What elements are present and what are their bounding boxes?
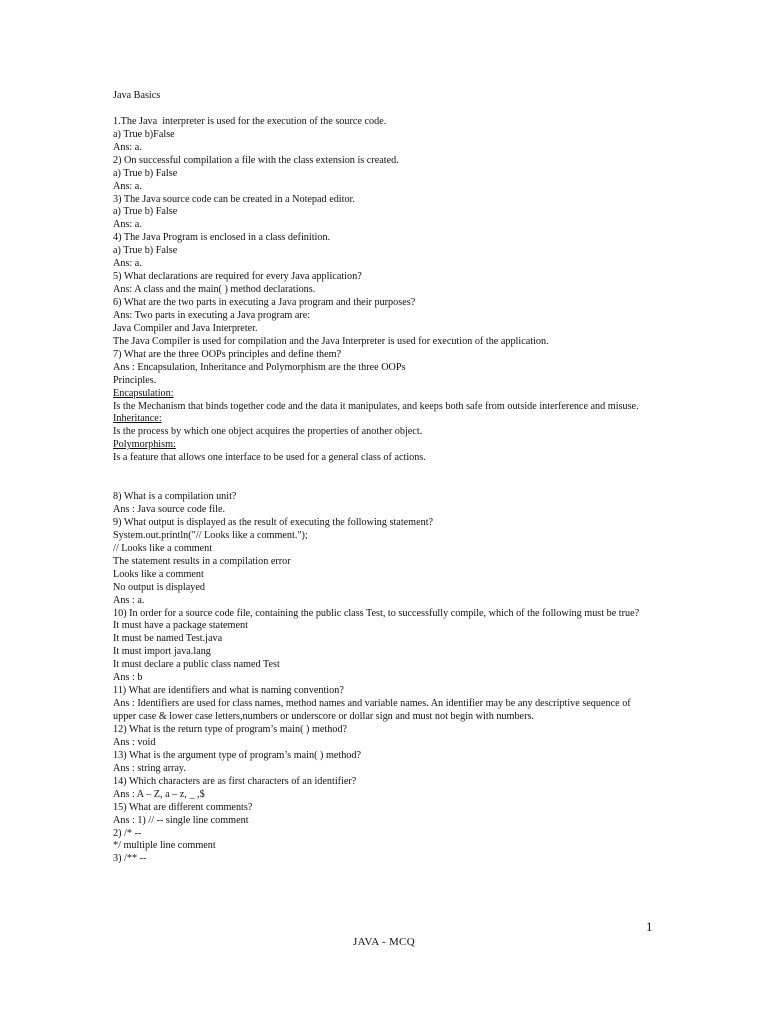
inheritance-heading: Inheritance:: [113, 413, 162, 425]
text-line: a) True b)False: [113, 128, 175, 140]
text-line: It must have a package statement: [113, 620, 248, 632]
encapsulation-text: Is the Mechanism that binds together code and the data it manipulates, and keeps both safe from outside interference and misuse.: [113, 400, 639, 412]
text-line: Ans : Encapsulation, Inheritance and Polymorphism are the three OOPs: [113, 361, 406, 373]
text-line: Ans: a.: [113, 180, 142, 192]
text-line: 2) On successful compilation a file with the class extension is created.: [113, 154, 399, 166]
document-body: [113, 90, 653, 866]
text-line: 3) /** --: [113, 853, 147, 865]
text-line: a) True b) False: [113, 206, 178, 218]
text-line: It must import java.lang: [113, 646, 211, 658]
spacer: [113, 103, 653, 116]
text-line: Ans : string array.: [113, 762, 186, 774]
text-line: Ans : A – Z, a – z, _ ,$: [113, 788, 205, 800]
question-10: 10) In order for a source code file, containing the public class Test, to successfully compile, which of the following must be true?: [113, 607, 640, 619]
text-line: Ans: a.: [113, 219, 142, 231]
page-number: 1: [646, 919, 653, 934]
text-line: 4) The Java Program is enclosed in a class definition.: [113, 232, 331, 244]
document-title: Java Basics: [113, 90, 161, 101]
text-line: Ans : a.: [113, 594, 145, 606]
mcq-block-1: [113, 116, 653, 388]
text-line: 5) What declarations are required for every Java application?: [113, 271, 362, 283]
text-line: Ans: a.: [113, 141, 142, 153]
text-line: Ans: Two parts in executing a Java program are:: [113, 309, 311, 321]
encapsulation-heading: Encapsulation:: [113, 387, 174, 399]
spacer: [113, 465, 653, 491]
text-line: 11) What are identifiers and what is naming convention?: [113, 685, 344, 697]
text-line: The Java Compiler is used for compilation and the Java Interpreter is used for execution of the application.: [113, 335, 549, 347]
text-line: It must declare a public class named Test: [113, 659, 280, 671]
text-line: Ans : b: [113, 672, 143, 684]
text-line: Ans : Java source code file.: [113, 504, 226, 516]
text-line: Ans: A class and the main( ) method declarations.: [113, 284, 316, 296]
inheritance-text: Is the process by which one object acquires the properties of another object.: [113, 426, 423, 438]
answer-11: Ans : Identifiers are used for class names, method names and variable names. An identifier may be any descriptive sequence of upper case & lower case letters,numbers or underscore or dollar sign and must not begin with numbers.: [113, 698, 631, 723]
text-line: 7) What are the three OOPs principles and define them?: [113, 348, 342, 360]
text-line: 2) /* --: [113, 827, 142, 839]
text-line: 6) What are the two parts in executing a Java program and their purposes?: [113, 297, 416, 308]
mcq-block-2: [113, 491, 653, 607]
mcq-block-4: [113, 724, 653, 866]
text-line: Ans : 1) // -- single line comment: [113, 814, 249, 826]
mcq-block-3: [113, 620, 653, 698]
text-line: Java Compiler and Java Interpreter.: [113, 322, 258, 334]
text-line: 13) What is the argument type of program’s main( ) method?: [113, 749, 362, 761]
text-line: 1.The Java interpreter is used for the execution of the source code.: [113, 115, 387, 127]
polymorphism-heading: Polymorphism:: [113, 439, 176, 451]
text-line: The statement results in a compilation error: [113, 555, 291, 567]
text-line: // Looks like a comment: [113, 542, 213, 554]
text-line: 9) What output is displayed as the result of executing the following statement?: [113, 516, 434, 528]
text-line: a) True b) False: [113, 245, 178, 257]
text-line: Principles.: [113, 374, 157, 386]
page-footer: JAVA - MCQ: [353, 936, 415, 948]
polymorphism-text: Is a feature that allows one interface to be used for a general class of actions.: [113, 452, 426, 464]
text-line: 3) The Java source code can be created in a Notepad editor.: [113, 193, 355, 205]
text-line: Ans : void: [113, 736, 156, 748]
text-line: 12) What is the return type of program’s main( ) method?: [113, 724, 348, 736]
text-line: a) True b) False: [113, 167, 178, 179]
text-line: 8) What is a compilation unit?: [113, 491, 237, 503]
text-line: It must be named Test.java: [113, 633, 223, 645]
text-line: */ multiple line comment: [113, 840, 216, 852]
text-line: Ans: a.: [113, 258, 142, 270]
text-line: 14) Which characters are as first characters of an identifier?: [113, 775, 357, 787]
text-line: 15) What are different comments?: [113, 801, 253, 813]
text-line: Looks like a comment: [113, 568, 204, 580]
text-line: System.out.println("// Looks like a comment.");: [113, 529, 308, 541]
text-line: No output is displayed: [113, 581, 205, 593]
